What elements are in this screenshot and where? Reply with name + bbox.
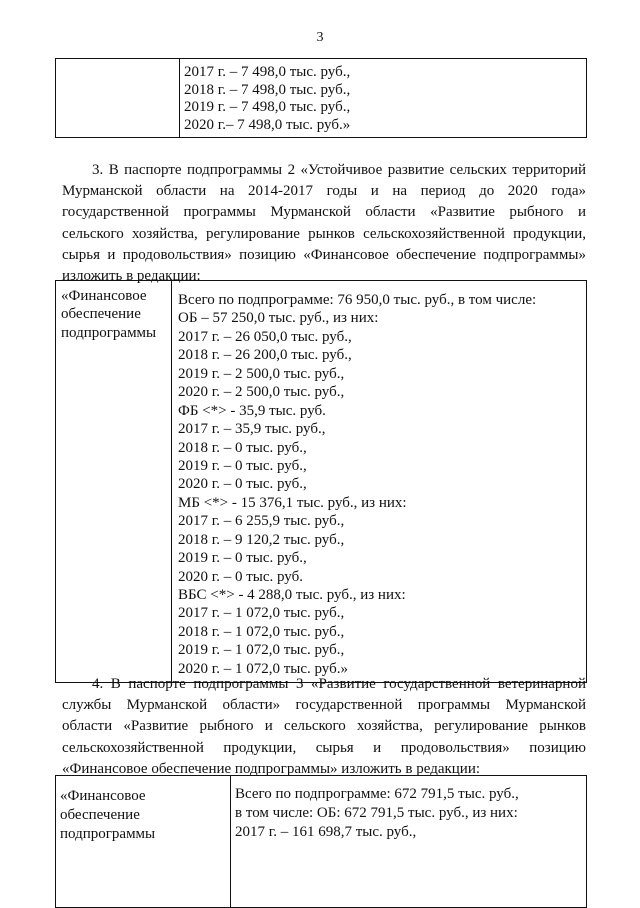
funding-line: МБ <*> - 15 376,1 тыс. руб., из них: bbox=[178, 494, 407, 511]
funding-line: 2020 г.– 7 498,0 тыс. руб.» bbox=[184, 116, 351, 133]
paragraph-line: 3. В паспорте подпрограммы 2 «Устойчивое развитие сельских территорий bbox=[92, 162, 586, 178]
funding-line: 2017 г. – 7 498,0 тыс. руб., bbox=[184, 64, 351, 80]
paragraph-line: 4. В паспорте подпрограммы 3 «Развитие государственной ветеринарной bbox=[92, 676, 586, 692]
paragraph-line: службы Мурманской области» государственной программы Мурманской bbox=[62, 697, 586, 714]
paragraph-line: «Финансовое обеспечение подпрограммы» изложить в редакции: bbox=[62, 760, 481, 777]
label-line: обеспечение bbox=[61, 306, 141, 323]
label-line: подпрограммы bbox=[60, 826, 156, 842]
table-value-cell bbox=[231, 776, 587, 908]
funding-table-subprogram-3 bbox=[55, 775, 587, 908]
funding-line: 2017 г. – 35,9 тыс. руб., bbox=[178, 421, 326, 438]
funding-line: 2018 г. – 26 200,0 тыс. руб., bbox=[178, 347, 352, 364]
funding-line: 2018 г. – 1 072,0 тыс. руб., bbox=[178, 623, 345, 640]
table-label-cell bbox=[56, 59, 180, 138]
table-value-cell bbox=[172, 281, 587, 683]
paragraph-3 bbox=[62, 160, 586, 287]
label-line: «Финансовое bbox=[61, 288, 147, 304]
funding-line: 2020 г. – 0 тыс. руб., bbox=[178, 476, 307, 493]
paragraph-line: сельскохозяйственной продукции, сырья и продовольствия» позицию bbox=[62, 739, 586, 756]
funding-line: 2019 г. – 7 498,0 тыс. руб., bbox=[184, 99, 351, 115]
label-line: подпрограммы bbox=[61, 324, 157, 341]
table-value-cell bbox=[180, 59, 587, 138]
paragraph-line: сельского хозяйства, регулирование рынков сельскохозяйственной продукции, bbox=[62, 225, 586, 242]
funding-line: 2019 г. – 0 тыс. руб., bbox=[178, 550, 307, 567]
funding-line: Всего по подпрограмме: 672 791,5 тыс. руб., bbox=[235, 786, 519, 802]
funding-line: ФБ <*> - 35,9 тыс. руб. bbox=[178, 402, 326, 419]
funding-line: 2017 г. – 26 050,0 тыс. руб., bbox=[178, 328, 352, 345]
funding-line: 2019 г. – 2 500,0 тыс. руб., bbox=[178, 365, 345, 382]
paragraph-line: Мурманской области на 2014-2017 годы и на период до 2020 года» bbox=[62, 183, 586, 200]
label-line: «Финансовое bbox=[60, 788, 146, 804]
paragraph-line: области «Развитие рыбного и сельского хозяйства, регулирование рынков bbox=[62, 718, 586, 735]
funding-line: 2017 г. – 1 072,0 тыс. руб., bbox=[178, 605, 345, 622]
funding-line: в том числе: ОБ: 672 791,5 тыс. руб., из них: bbox=[235, 805, 518, 821]
funding-line: 2018 г. – 0 тыс. руб., bbox=[178, 439, 307, 456]
funding-table-continuation bbox=[55, 58, 587, 138]
funding-line: 2020 г. – 2 500,0 тыс. руб., bbox=[178, 384, 345, 401]
funding-line: 2017 г. – 161 698,7 тыс. руб., bbox=[235, 824, 417, 840]
funding-line: 2020 г. – 1 072,0 тыс. руб.» bbox=[178, 660, 348, 677]
funding-line: 2018 г. – 9 120,2 тыс. руб., bbox=[178, 531, 345, 548]
funding-line: 2018 г. – 7 498,0 тыс. руб., bbox=[184, 81, 351, 98]
funding-line: Всего по подпрограмме: 76 950,0 тыс. руб., в том числе: bbox=[178, 292, 537, 308]
paragraph-4 bbox=[62, 674, 586, 780]
funding-line: 2020 г. – 0 тыс. руб. bbox=[178, 568, 303, 585]
funding-line: 2017 г. – 6 255,9 тыс. руб., bbox=[178, 513, 345, 530]
funding-line: 2019 г. – 1 072,0 тыс. руб., bbox=[178, 642, 345, 659]
paragraph-line: сырья и продовольствия» позицию «Финансовое обеспечение подпрограммы» bbox=[62, 246, 586, 263]
page-number: 3 bbox=[316, 30, 324, 45]
table-label-cell bbox=[56, 776, 231, 908]
funding-line: 2019 г. – 0 тыс. руб., bbox=[178, 457, 307, 474]
label-line: обеспечение bbox=[60, 807, 140, 823]
funding-table-subprogram-2 bbox=[55, 280, 587, 683]
funding-line: ВБС <*> - 4 288,0 тыс. руб., из них: bbox=[178, 587, 406, 603]
paragraph-line: изложить в редакции: bbox=[62, 267, 201, 284]
table-label-cell bbox=[56, 281, 172, 683]
paragraph-line: государственной программы Мурманской области «Развитие рыбного и bbox=[62, 204, 586, 221]
funding-line: ОБ – 57 250,0 тыс. руб., из них: bbox=[178, 310, 379, 327]
